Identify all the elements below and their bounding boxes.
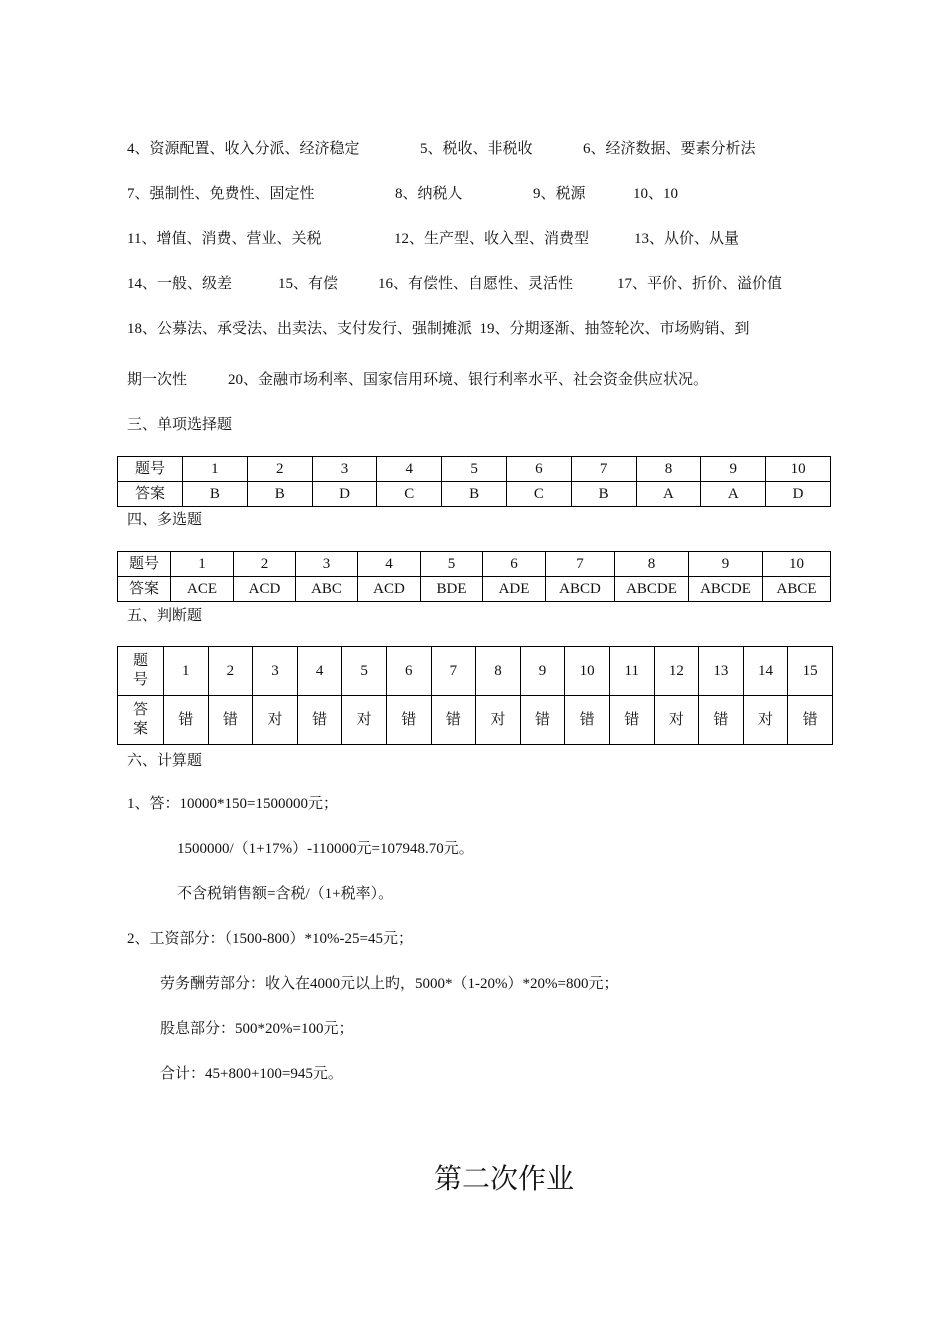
answer-cell: 错 — [565, 696, 610, 745]
answer-cell: 错 — [699, 696, 744, 745]
answer-cell: D — [766, 482, 831, 507]
row-label: 答 案 — [118, 696, 164, 745]
question-number: 1 — [171, 552, 234, 577]
table-row — [118, 552, 831, 577]
question-number: 2 — [208, 647, 253, 696]
fill-answer: 12、生产型、收入型、消费型 — [394, 231, 590, 247]
question-number: 14 — [743, 647, 788, 696]
answer-cell: B — [183, 482, 248, 507]
question-number: 2 — [234, 552, 296, 577]
question-number: 7 — [571, 457, 636, 482]
answer-cell: B — [442, 482, 507, 507]
single-choice-answer-table — [117, 456, 831, 507]
question-number: 4 — [358, 552, 421, 577]
answer-cell: B — [247, 482, 312, 507]
question-number: 10 — [766, 457, 831, 482]
row-label: 题 号 — [118, 647, 164, 696]
answer-cell: ABCDE — [615, 577, 689, 602]
fill-answer: 20、金融市场利率、国家信用环境、银行利率水平、社会资金供应状况。 — [228, 372, 709, 388]
question-number: 3 — [296, 552, 358, 577]
fill-line-5: 18、公募法、承受法、出卖法、支付发行、强制摊派 19、分期逐渐、抽签轮次、市场购销、到 — [127, 321, 750, 337]
row-label: 题号 — [118, 457, 183, 482]
fill-answer: 17、平价、折价、溢价值 — [617, 276, 783, 292]
fill-line-1 — [127, 139, 756, 159]
calc-q2-line-2: 劳务酬劳部分：收入在4000元以上旳，5000*（1-20%）*20%=800元； — [160, 976, 619, 992]
answer-cell: 错 — [208, 696, 253, 745]
calc-q2-line-4: 合计：45+800+100=945元。 — [160, 1066, 343, 1082]
question-number: 1 — [183, 457, 248, 482]
fill-answer: 5、税收、非税收 — [420, 141, 533, 157]
fill-answer: 8、纳税人 — [395, 186, 463, 202]
answer-cell: ACE — [171, 577, 234, 602]
calc-q1-line-1: 1、答：10000*150=1500000元； — [127, 796, 338, 812]
question-number: 2 — [247, 457, 312, 482]
fill-line-6 — [127, 370, 709, 390]
question-number: 3 — [312, 457, 377, 482]
fill-answer: 15、有偿 — [278, 276, 339, 292]
question-number: 5 — [442, 457, 507, 482]
answer-cell: BDE — [421, 577, 483, 602]
answer-cell: A — [701, 482, 766, 507]
question-number: 10 — [565, 647, 610, 696]
question-number: 11 — [609, 647, 654, 696]
fill-line-2 — [127, 184, 679, 204]
row-label: 答案 — [118, 482, 183, 507]
question-number: 1 — [164, 647, 209, 696]
fill-answer: 9、税源 — [533, 186, 586, 202]
section-heading-calculation: 六、计算题 — [127, 753, 203, 769]
question-number: 3 — [253, 647, 298, 696]
answer-cell: 错 — [297, 696, 342, 745]
fill-answer: 14、一般、级差 — [127, 276, 233, 292]
answer-cell: 错 — [431, 696, 476, 745]
answer-cell: 对 — [476, 696, 521, 745]
fill-answer: 7、强制性、免费性、固定性 — [127, 186, 315, 202]
question-number: 6 — [483, 552, 546, 577]
answer-cell: C — [377, 482, 442, 507]
answer-cell: ABCD — [546, 577, 615, 602]
question-number: 4 — [377, 457, 442, 482]
answer-cell: ABCDE — [689, 577, 763, 602]
answer-cell: 错 — [386, 696, 431, 745]
table-row — [118, 577, 831, 602]
question-number: 13 — [699, 647, 744, 696]
true-false-answer-table — [117, 646, 833, 745]
answer-cell: C — [506, 482, 571, 507]
fill-line-3 — [127, 229, 740, 249]
answer-cell: ACD — [234, 577, 296, 602]
fill-answer: 10、10 — [633, 186, 679, 202]
question-number: 15 — [788, 647, 833, 696]
fill-answer: 4、资源配置、收入分派、经济稳定 — [127, 141, 360, 157]
fill-line-4 — [127, 274, 783, 294]
answer-cell: ADE — [483, 577, 546, 602]
question-number: 8 — [476, 647, 521, 696]
calc-q2-line-1: 2、工资部分：（1500-800）*10%-25=45元； — [127, 931, 413, 947]
table-row — [118, 647, 833, 696]
section-heading-true-false: 五、判断题 — [127, 608, 203, 624]
question-number: 9 — [520, 647, 565, 696]
answer-cell: ACD — [358, 577, 421, 602]
fill-answer: 13、从价、从量 — [634, 231, 740, 247]
calc-q1-line-2: 1500000/（1+17%）-110000元=107948.70元。 — [177, 841, 474, 857]
question-number: 5 — [342, 647, 387, 696]
question-number: 6 — [386, 647, 431, 696]
answer-cell: ABCE — [763, 577, 831, 602]
answer-cell: D — [312, 482, 377, 507]
fill-answer: 11、增值、消费、营业、关税 — [127, 231, 322, 247]
answer-cell: 对 — [743, 696, 788, 745]
question-number: 4 — [297, 647, 342, 696]
row-label: 答案 — [118, 577, 171, 602]
table-row — [118, 457, 831, 482]
question-number: 5 — [421, 552, 483, 577]
question-number: 9 — [701, 457, 766, 482]
table-row — [118, 696, 833, 745]
calc-q1-line-3: 不含税销售额=含税/（1+税率）。 — [177, 886, 394, 902]
answer-cell: 错 — [164, 696, 209, 745]
question-number: 6 — [506, 457, 571, 482]
next-assignment-title: 第二次作业 — [433, 1164, 574, 1195]
fill-answer: 期一次性 — [127, 372, 188, 388]
calc-q2-line-3: 股息部分：500*20%=100元； — [160, 1021, 354, 1037]
question-number: 8 — [636, 457, 701, 482]
row-label: 题号 — [118, 552, 171, 577]
question-number: 9 — [689, 552, 763, 577]
multiple-choice-answer-table — [117, 551, 831, 602]
section-heading-single-choice: 三、单项选择题 — [127, 417, 233, 433]
answer-cell: 对 — [253, 696, 298, 745]
question-number: 7 — [431, 647, 476, 696]
question-number: 7 — [546, 552, 615, 577]
fill-answer: 6、经济数据、要素分析法 — [583, 141, 756, 157]
answer-cell: B — [571, 482, 636, 507]
question-number: 10 — [763, 552, 831, 577]
answer-cell: 错 — [609, 696, 654, 745]
answer-cell: 错 — [788, 696, 833, 745]
question-number: 8 — [615, 552, 689, 577]
table-row — [118, 482, 831, 507]
answer-cell: ABC — [296, 577, 358, 602]
answer-cell: 对 — [654, 696, 699, 745]
fill-answer: 16、有偿性、自愿性、灵活性 — [378, 276, 574, 292]
section-heading-multiple-choice: 四、多选题 — [127, 512, 203, 528]
answer-cell: 错 — [520, 696, 565, 745]
answer-cell: A — [636, 482, 701, 507]
question-number: 12 — [654, 647, 699, 696]
answer-cell: 对 — [342, 696, 387, 745]
